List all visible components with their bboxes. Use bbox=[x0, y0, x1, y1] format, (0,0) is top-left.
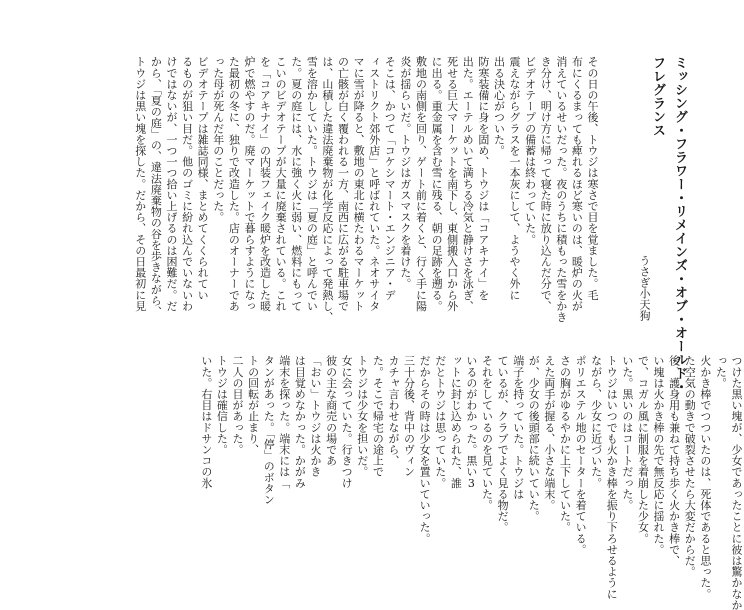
text-line: タンがあった。「停」のボタン bbox=[262, 355, 276, 505]
text-line: さの胸がゆるやかに上下していた。 bbox=[558, 355, 572, 533]
text-line: から、「夏の庭」の、違法廃棄物の谷を歩きながら、 bbox=[149, 56, 163, 317]
text-line: トの回転が止まり、 bbox=[246, 355, 260, 455]
text-line: いた。右目はドサンコの氷 bbox=[199, 355, 213, 489]
text-line: 「おい」トウジは火かき bbox=[308, 355, 322, 478]
story-title-line-1: ミッシング・フラワー・リメインズ・オブ・オールド・ bbox=[672, 56, 687, 394]
text-line: 出た。エーテルめいて満ちる冷気と静けさを泳ぎ、 bbox=[461, 56, 475, 312]
text-line: るものが狙い目だ。他のゴミに紛れ込んでいないわ bbox=[180, 56, 194, 312]
text-line: 炎が揺らいだ。トウジはガスマスクを着けた。 bbox=[398, 56, 412, 290]
text-line: 三十分後、背中のヴィン bbox=[402, 355, 416, 478]
text-line: ているが、クラブでよく見る物だ。 bbox=[496, 355, 510, 533]
text-line: そこは、かつて「コケシマート・エンジニア・デ bbox=[383, 56, 397, 301]
text-line: だとトウジは思っていた。 bbox=[433, 355, 447, 489]
text-line: いた。黒いのはコートだった。 bbox=[620, 355, 634, 511]
text-line: つけた黒い塊が、少女であったことに彼は驚かなか bbox=[730, 355, 743, 610]
text-line: その日の午後、トウジは寒さで目を覚ました。毛 bbox=[586, 56, 599, 301]
text-line: 死せる巨大マーケットを南下し、東側搬入口から外 bbox=[445, 56, 459, 312]
text-line: ビデオテープの備蓄は終わっていた。 bbox=[523, 56, 537, 245]
text-line: に出る。重金属を含む雪に残る、朝の足跡を遡る。 bbox=[430, 56, 444, 312]
text-line: ットに封じ込められた、誰 bbox=[449, 355, 463, 489]
text-line: 布にくるまっても痺れるほど寒いのは、暖炉の火が bbox=[570, 56, 584, 312]
text-line: マに雪が降ると、敷地の東北に横たわるマーケット bbox=[352, 56, 366, 312]
text-line: ポリエステル地のセーターを着ている。 bbox=[574, 355, 588, 555]
text-line: それをしているのを見ていた。 bbox=[480, 355, 494, 511]
text-line: えた両手が握る、小さな端末。 bbox=[542, 355, 556, 511]
text-line: 出る決心がついた。 bbox=[492, 56, 506, 156]
text-line: た。夏の庭には、水に強く火に弱い、燃料にもって bbox=[289, 56, 303, 312]
text-line: 二人の目があった。 bbox=[231, 355, 244, 455]
text-line: トウジはいつでも火かき棒を振り下ろせるように bbox=[605, 355, 619, 600]
text-line: は、山積した違法廃棄物が化学反応によって発熱し、 bbox=[320, 56, 334, 323]
text-line: 彼の主な商売の場であ bbox=[324, 355, 338, 466]
text-line: の亡骸が白く覆われる一方、南西に広がる駐車場で bbox=[336, 56, 350, 312]
text-line: いるのがわかった。黒い3 bbox=[464, 355, 478, 491]
text-line: ビデオテープは雑誌同様、まとめてくくられてい bbox=[196, 56, 210, 301]
text-line: 端子を持っていた。トウジは bbox=[511, 355, 525, 500]
body-text-top bbox=[80, 56, 600, 328]
text-line: が、少女の後頭部に続いていた。 bbox=[527, 355, 541, 522]
text-line: 消えているせいだった。夜のうちに積もった雪をかき bbox=[554, 56, 568, 323]
story-title-line-2: フレグランス bbox=[650, 56, 665, 137]
text-line: 敷地の南側を回り、ゲート前に着くと、行く手に陽 bbox=[414, 56, 428, 312]
text-line: は目覚めなかった。かがみ bbox=[293, 355, 307, 489]
text-line: カチャ言わせながら、 bbox=[386, 355, 400, 466]
text-line: 震えながらグラスを一本灰にして、ようやく外に bbox=[508, 56, 522, 301]
text-line: トウジは黒い塊を探した。だから、その日最初に見 bbox=[133, 56, 147, 312]
text-line: 炉で燃やすのだ。廃マーケットで暮らすようになっ bbox=[242, 56, 256, 312]
text-line: た最初の冬に、独りで改造した。店のオーナーであ bbox=[227, 56, 241, 312]
text-line: を「コアキナイ」の内装フェイク暖炉を改造した暖 bbox=[258, 56, 272, 312]
author-name: うさぎ小天狗 bbox=[638, 255, 651, 321]
text-line: トウジは少女を担いだ。 bbox=[355, 355, 369, 478]
text-line: けではないが、一つ一つ拾い上げるのは困難だ。だ bbox=[164, 56, 178, 312]
text-line: 後、護身用も兼ねて持ち歩く火かき棒で、 bbox=[667, 355, 681, 566]
text-line: トウジは確信した。 bbox=[215, 355, 229, 455]
text-line: い塊は火かき棒の先で無反応に揺れた。 bbox=[652, 355, 666, 555]
text-line: 雪を溶かしていた。トウジは「夏の庭」と呼んでい bbox=[305, 56, 319, 312]
text-line: 女に会っていた。行きつけ bbox=[340, 355, 354, 489]
body-text-bottom bbox=[199, 355, 744, 610]
text-line: た。そこで帰宅の途上で bbox=[371, 355, 385, 478]
text-line: ながら、少女に近づいた。 bbox=[589, 355, 603, 489]
text-line: き分け、明け方に帰って寝た時に放り込んだ分で、 bbox=[539, 56, 553, 312]
text-line: った母が死んだ年のことだった。 bbox=[211, 56, 225, 223]
text-line: 火かき棒でつついたのは、死体であると思った。 bbox=[698, 355, 712, 600]
text-line: 端末を探った。端末には「 bbox=[277, 355, 291, 489]
text-line: ィストリクト郊外店」と呼ばれていた。ネオサイタ bbox=[367, 56, 381, 312]
text-line: た空気の動きで破裂させたら大変だからだ。 bbox=[683, 355, 697, 577]
text-line: こいのビデオテープが大量に廃棄されている。これ bbox=[274, 56, 288, 312]
text-line: 防寒装備に身を固め、トウジは「コアキナイ」を bbox=[476, 56, 490, 301]
story-title bbox=[646, 56, 690, 394]
text-line: だからその時は少女を置いていった。 bbox=[418, 355, 432, 544]
text-line: った。 bbox=[714, 355, 728, 389]
text-line: で、コガル風に制服を着崩した少女。 bbox=[636, 355, 650, 544]
